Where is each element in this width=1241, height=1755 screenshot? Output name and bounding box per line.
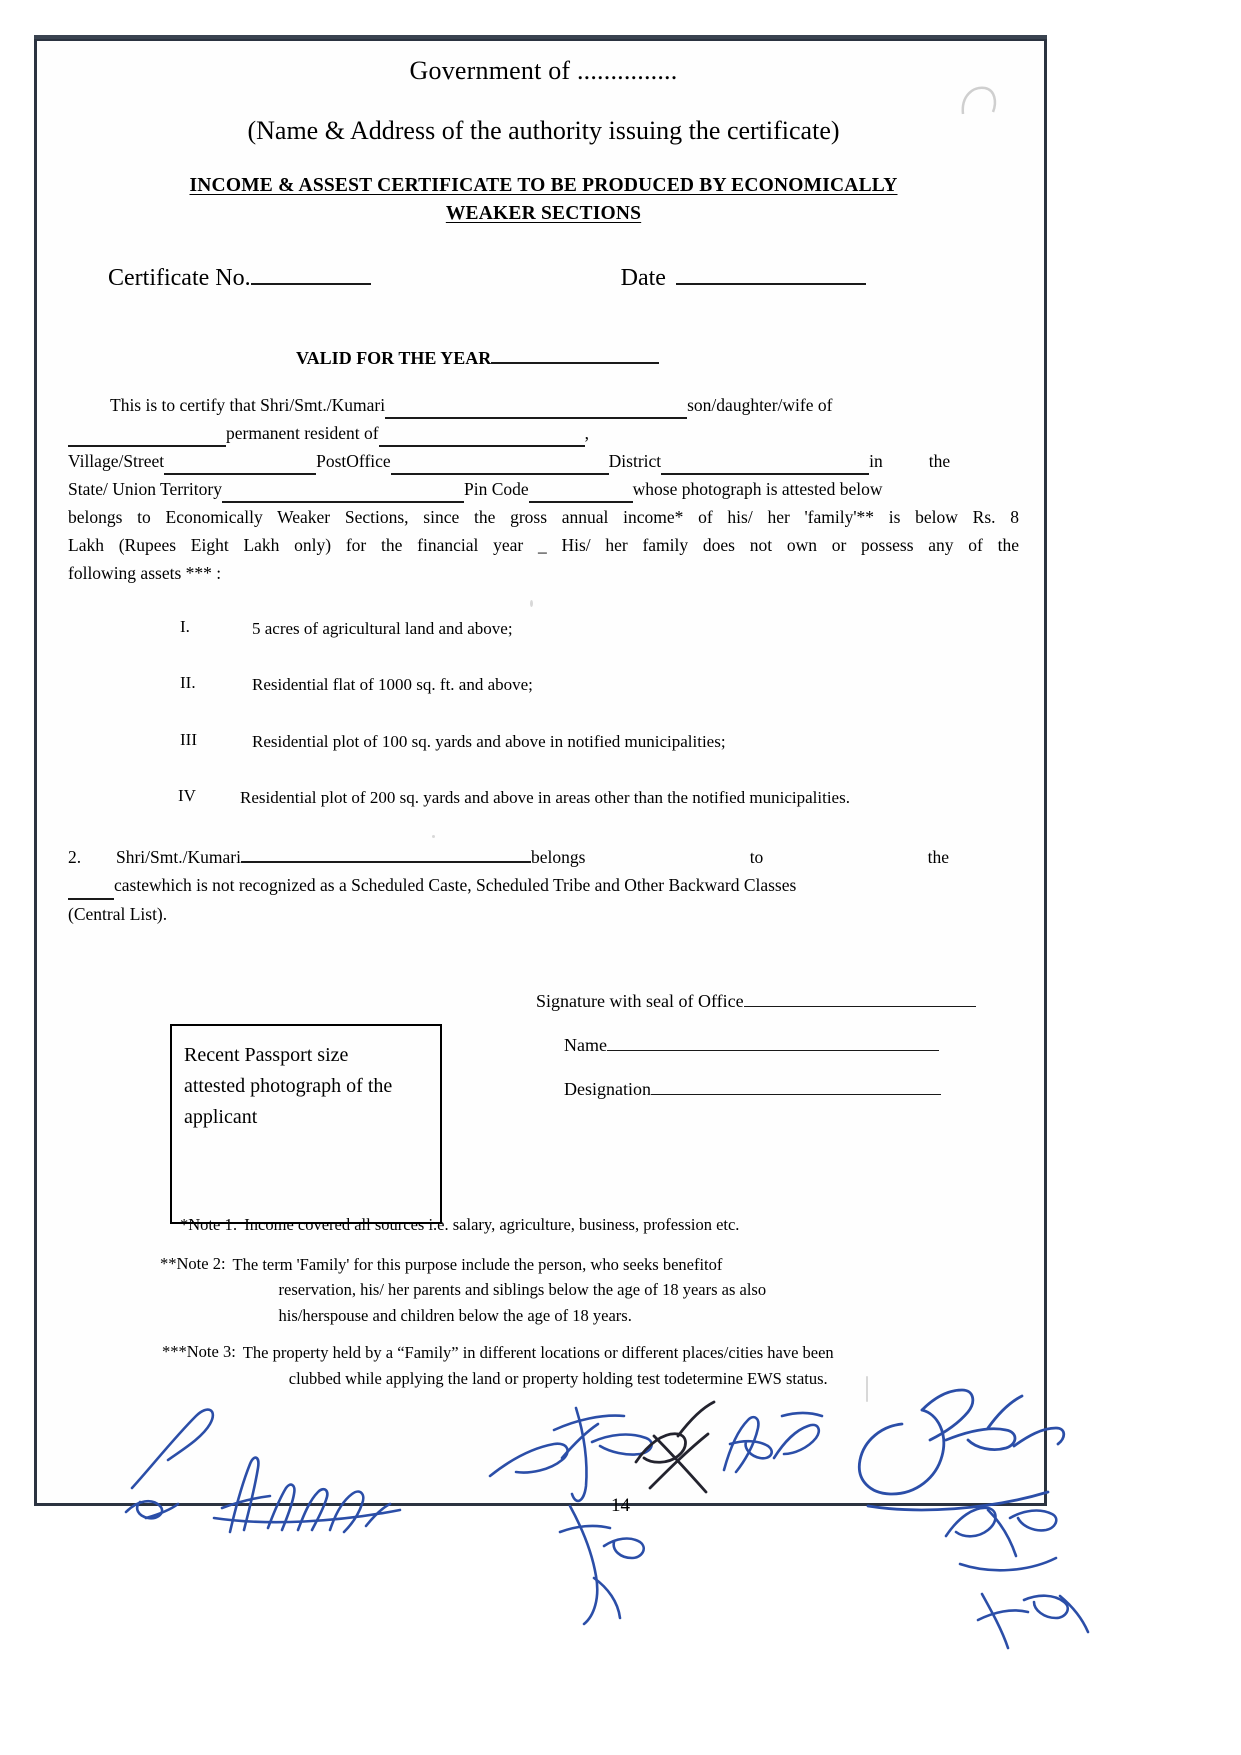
father-husband-name-field[interactable] xyxy=(68,427,226,447)
page-number: 14 xyxy=(611,1495,630,1516)
notes-section xyxy=(142,1213,1022,1406)
district-field[interactable] xyxy=(661,455,869,475)
photo-box-line-3: applicant xyxy=(184,1106,258,1128)
name-field[interactable] xyxy=(607,1032,939,1051)
post-office-label: PostOffice xyxy=(316,450,391,471)
asset-text: 5 acres of agricultural land and above; xyxy=(252,618,513,638)
clause-2-belongs: belongs xyxy=(530,847,586,868)
photo-placeholder-box[interactable] xyxy=(170,1024,442,1224)
certificate-body xyxy=(68,391,1019,587)
clause-2-the: the xyxy=(927,847,949,868)
clause-2 xyxy=(68,843,1019,928)
state-ut-label: State/ Union Territory xyxy=(68,478,222,499)
body-line-3 xyxy=(68,447,1019,475)
signature-row xyxy=(68,988,1019,1012)
asset-numeral: II. xyxy=(180,673,196,693)
body-line-1 xyxy=(68,391,1019,419)
scan-speckle xyxy=(866,1376,868,1402)
clause-2-number: 2. xyxy=(68,847,82,868)
caste-field[interactable] xyxy=(68,880,114,900)
photo-box-line-2: attested photograph of the xyxy=(184,1075,393,1097)
body-line-7: following assets *** : xyxy=(68,562,222,583)
body-line-5: belongs to Economically Weaker Sections, since the gross annual income* of his/ her 'family'** is below Rs. 8 xyxy=(68,506,1019,527)
asset-text: Residential plot of 100 sq. yards and above in notified municipalities; xyxy=(252,731,726,751)
doc-title-line-1: INCOME & ASSEST CERTIFICATE TO BE PRODUCED BY ECONOMICALLY xyxy=(189,175,898,196)
designation-field[interactable] xyxy=(651,1076,941,1095)
body-line-4-tail: whose photograph is attested below xyxy=(632,478,883,499)
name-label: Name xyxy=(564,1035,607,1056)
photo-box-line-1: Recent Passport size xyxy=(184,1044,349,1066)
pin-code-label: Pin Code xyxy=(463,478,529,499)
clause-2-name-label: Shri/Smt./Kumari xyxy=(116,847,241,868)
body-line-2-label-a: permanent resident of xyxy=(226,422,379,443)
list-item xyxy=(68,673,1019,698)
doc-title-line-2: WEAKER SECTIONS xyxy=(445,203,642,225)
note-1 xyxy=(180,1213,1022,1238)
designation-label: Designation xyxy=(564,1079,651,1100)
page-title xyxy=(68,172,1019,229)
scan-speckle xyxy=(432,835,435,838)
note-3-tag: ***Note 3: xyxy=(162,1342,236,1362)
list-item xyxy=(68,730,1019,755)
handwritten-signature-8 xyxy=(968,1560,1098,1670)
state-ut-field[interactable] xyxy=(222,483,464,503)
clause-2-line-3: (Central List). xyxy=(68,903,168,924)
asset-numeral: IV xyxy=(178,786,196,806)
note-1-line-1: Income covered all sources i.e. salary, agriculture, business, profession etc. xyxy=(244,1215,740,1234)
note-3-line-2: clubbed while applying the land or property holding test todetermine EWS status. xyxy=(288,1369,828,1388)
valid-for-year-label: VALID FOR THE YEAR xyxy=(296,347,492,368)
clause-2-line-2 xyxy=(68,871,1019,899)
note-2 xyxy=(160,1252,1022,1329)
authority-line: (Name & Address of the authority issuing the certificate) xyxy=(247,116,840,145)
body-line-3-the: the xyxy=(928,450,951,471)
body-line-3-in: in xyxy=(869,450,883,471)
applicant-name-field[interactable] xyxy=(385,399,687,419)
date-field[interactable] xyxy=(676,259,866,285)
note-2-line-1: The term 'Family' for this purpose include the person, who seeks benefitof xyxy=(232,1254,723,1274)
note-3 xyxy=(162,1340,1022,1391)
certificate-sheet xyxy=(34,38,1047,1506)
asset-numeral: I. xyxy=(180,616,190,636)
valid-for-year-row xyxy=(296,344,1019,369)
clause-2-caste-text: castewhich is not recognized as a Scheduled Caste, Scheduled Tribe and Other Backward Classes xyxy=(114,875,797,896)
note-2-line-2: reservation, his/ her parents and siblings below the age of 18 years as also xyxy=(278,1280,767,1300)
government-line: Government of ............... xyxy=(409,56,678,85)
clause-2-name-field[interactable] xyxy=(241,844,531,864)
body-line-6: Lakh (Rupees Eight Lakh only) for the financial year _ His/ her family does not own or possess any of the xyxy=(68,534,1019,555)
certificate-no-field[interactable] xyxy=(251,259,371,285)
note-2-tag: **Note 2: xyxy=(160,1253,226,1273)
body-line-2 xyxy=(68,419,1019,447)
clause-2-to: to xyxy=(749,847,764,868)
village-street-field[interactable] xyxy=(164,455,316,475)
valid-for-year-field[interactable] xyxy=(491,344,659,364)
list-item xyxy=(68,617,1019,642)
list-item xyxy=(68,786,1019,811)
district-label: District xyxy=(608,450,662,471)
certificate-no-label: Certificate No. xyxy=(108,264,251,291)
residence-field[interactable] xyxy=(379,427,585,447)
date-label: Date xyxy=(620,264,666,291)
note-1-tag: *Note 1: xyxy=(180,1215,238,1234)
asset-numeral: III xyxy=(180,729,197,749)
body-line-4 xyxy=(68,475,1019,503)
clause-2-line-1 xyxy=(68,843,1019,871)
asset-list xyxy=(68,617,1019,812)
post-office-field[interactable] xyxy=(391,455,609,475)
pin-code-field[interactable] xyxy=(529,483,633,503)
village-street-label: Village/Street xyxy=(68,450,165,471)
note-3-line-1: The property held by a “Family” in different locations or different places/cities have been xyxy=(242,1343,834,1363)
signature-label: Signature with seal of Office xyxy=(536,991,744,1012)
asset-text: Residential flat of 1000 sq. ft. and above; xyxy=(252,675,533,695)
note-2-line-3: his/herspouse and children below the age of 18 years. xyxy=(278,1305,632,1325)
asset-text: Residential plot of 200 sq. yards and above in areas other than the notified municipalities. xyxy=(240,788,850,808)
scan-speckle xyxy=(530,600,533,607)
signature-field[interactable] xyxy=(744,988,976,1007)
certificate-meta-row xyxy=(68,259,1019,292)
body-line-1-label-a: This is to certify that Shri/Smt./Kumari xyxy=(110,394,386,415)
body-line-2-comma: , xyxy=(584,422,589,443)
body-line-1-label-b: son/daughter/wife of xyxy=(687,394,833,415)
